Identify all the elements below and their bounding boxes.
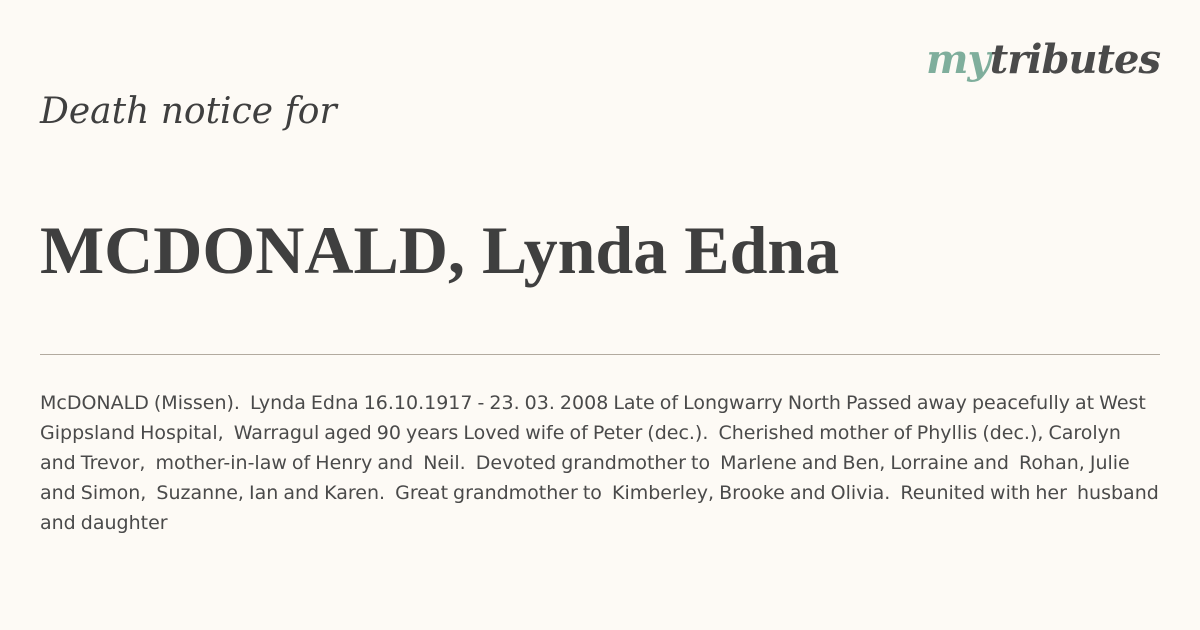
logo-suffix: tributes — [989, 36, 1160, 83]
mytributes-logo[interactable] — [926, 30, 1160, 90]
logo-prefix: my — [926, 36, 990, 83]
notice-body: McDONALD (Missen). Lynda Edna 16.10.1917 - 23. 03. 2008 Late of Longwarry North Passed away peacefully at West Gippsland Hospital, Warragul aged 90 years Loved wife of Peter (dec.). Cherished mother of Phyllis (dec.), Carolyn and Trevor, mother-in-law of Henry and Neil. Devoted grandmother to Marlene and Ben, Lorraine and Rohan, Julie and Simon, Suzanne, Ian and Karen. Great grandmother to Kimberley, Brooke and Olivia. Reunited with her husband and daughter — [40, 392, 1164, 534]
deceased-name: MCDONALD, Lynda Edna — [40, 212, 840, 288]
section-divider — [40, 354, 1160, 355]
death-notice-heading: Death notice for — [40, 91, 337, 132]
